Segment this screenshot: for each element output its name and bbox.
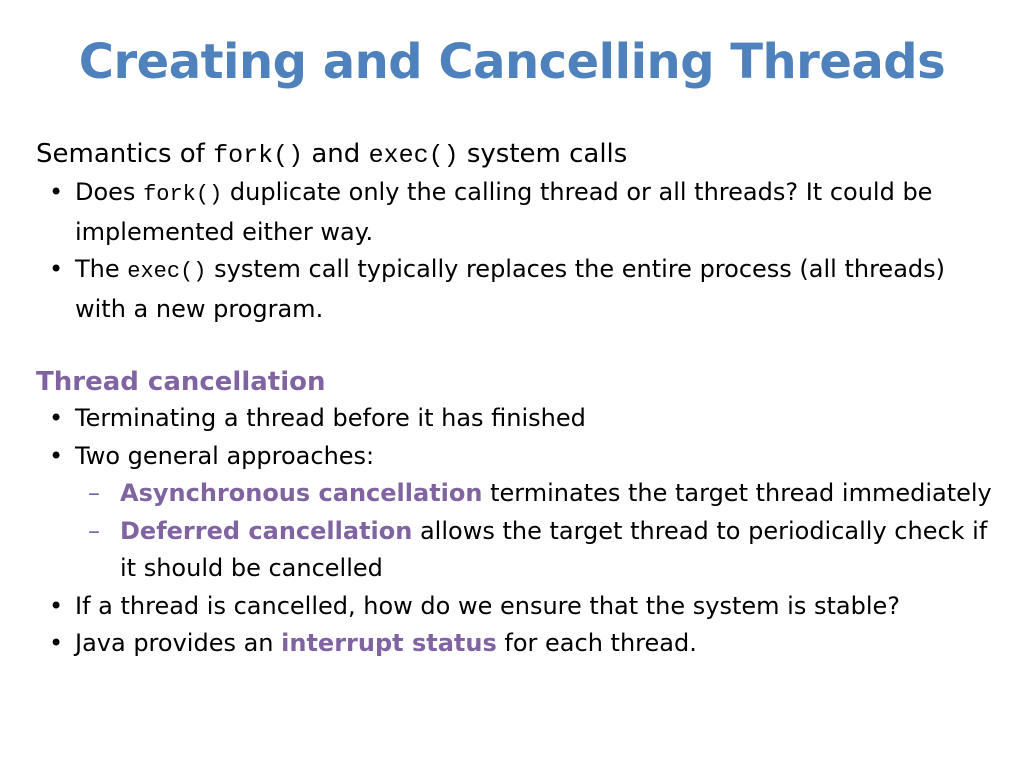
bullet-item	[36, 174, 996, 251]
bullet-dot-icon: •	[49, 591, 64, 620]
heading-text-suffix: system calls	[458, 139, 628, 169]
highlight-interrupt-status: interrupt status	[281, 629, 497, 657]
bullet-suffix: duplicate only the calling thread or all threads? It could be implemented either way.	[75, 178, 933, 246]
sub-item-text: allows the target thread to periodically check if it should be cancelled	[120, 516, 988, 582]
code-exec: exec()	[368, 141, 459, 170]
bullet-dot-icon: •	[49, 404, 64, 432]
spacer	[36, 328, 996, 364]
bullet-suffix: for each thread.	[496, 629, 697, 657]
code-fork: fork()	[143, 182, 223, 207]
bullet-text: If a thread is cancelled, how do we ensure that the system is stable?	[75, 591, 901, 620]
bullet-prefix: Does	[75, 178, 144, 206]
approaches-sub-list	[75, 475, 996, 588]
bullet-item	[36, 588, 996, 626]
semantics-bullet-list	[36, 174, 996, 328]
heading-text-mid: and	[303, 139, 369, 169]
sub-item-deferred	[75, 513, 996, 588]
bullet-suffix: system call typically replaces the entire process (all threads) with a new program.	[75, 255, 945, 323]
slide-content	[36, 136, 996, 663]
cancellation-bullet-list-continued	[36, 588, 996, 663]
bullet-dot-icon: •	[49, 255, 64, 283]
sub-item-asynchronous	[75, 475, 996, 513]
highlight-asynchronous: Asynchronous cancellation	[120, 479, 483, 507]
bullet-item	[36, 400, 996, 438]
bullet-dot-icon: •	[49, 441, 64, 470]
section-heading-semantics	[36, 136, 996, 174]
dash-icon: –	[88, 479, 100, 507]
cancellation-bullet-list	[36, 400, 996, 475]
highlight-deferred: Deferred cancellation	[120, 516, 413, 545]
heading-text-prefix: Semantics of	[36, 139, 214, 169]
slide-title: Creating and Cancelling Threads	[78, 34, 946, 90]
bullet-text: Terminating a thread before it has finished	[75, 404, 586, 432]
dash-icon: –	[88, 516, 100, 545]
bullet-item	[36, 625, 996, 663]
sub-item-text: terminates the target thread immediately	[482, 479, 992, 507]
bullet-dot-icon: •	[49, 629, 64, 657]
bullet-prefix: The	[75, 255, 128, 283]
section-heading-cancellation: Thread cancellation	[36, 367, 326, 397]
code-fork: fork()	[213, 141, 304, 170]
bullet-text: Two general approaches:	[75, 441, 375, 470]
code-exec: exec()	[127, 259, 207, 284]
bullet-item	[36, 438, 996, 476]
bullet-prefix: Java provides an	[75, 629, 282, 657]
bullet-dot-icon: •	[49, 178, 64, 206]
bullet-item	[36, 251, 996, 328]
